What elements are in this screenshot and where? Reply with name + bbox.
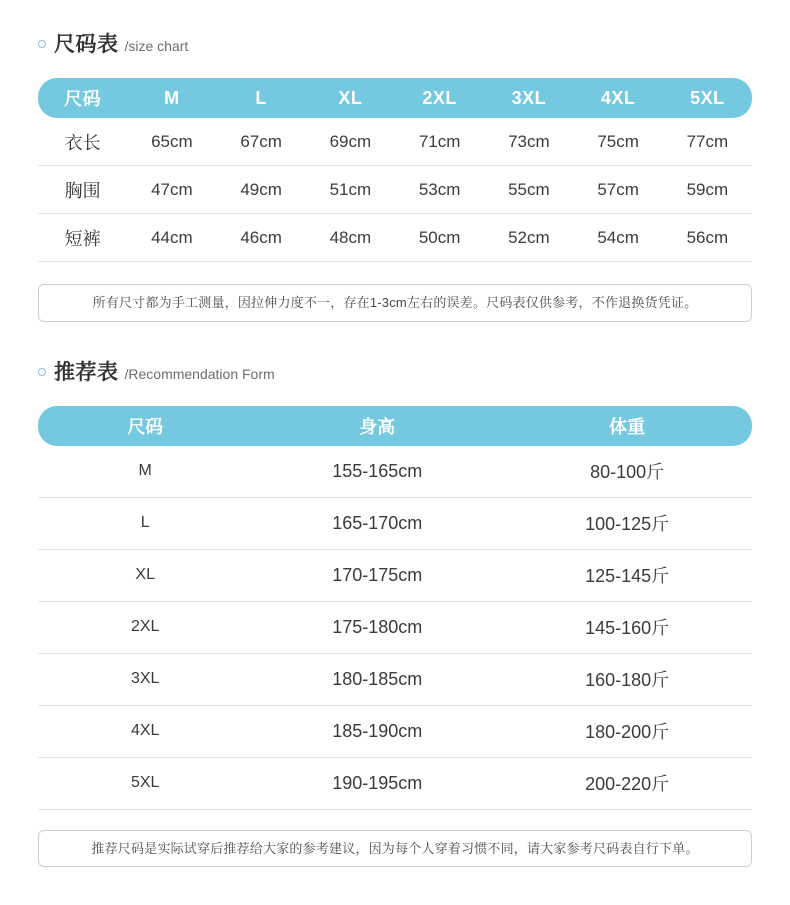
- cell-weight: 100-125斤: [502, 497, 752, 549]
- table-row: [38, 497, 752, 549]
- table-header-row: [38, 78, 752, 118]
- cell: 53cm: [395, 166, 484, 214]
- size-chart-col-6: 4XL: [574, 78, 663, 118]
- recommendation-col-2: 体重: [502, 406, 752, 446]
- cell-weight: 125-145斤: [502, 549, 752, 601]
- cell: 44cm: [127, 214, 216, 262]
- recommendation-col-1: 身高: [252, 406, 502, 446]
- recommendation-heading: [38, 356, 752, 386]
- size-chart-note: 所有尺寸都为手工测量，因拉伸力度不一，存在1-3cm左右的误差。尺码表仅供参考，不作退换货凭证。: [38, 284, 752, 322]
- table-row: [38, 446, 752, 498]
- cell: 57cm: [574, 166, 663, 214]
- size-chart-col-3: XL: [306, 78, 395, 118]
- cell-weight: 200-220斤: [502, 757, 752, 809]
- size-chart-col-0: 尺码: [38, 78, 127, 118]
- cell-size: 5XL: [38, 757, 252, 809]
- cell-weight: 180-200斤: [502, 705, 752, 757]
- cell-size: 4XL: [38, 705, 252, 757]
- cell-size: XL: [38, 549, 252, 601]
- circle-bullet-icon: [38, 368, 46, 376]
- cell: 50cm: [395, 214, 484, 262]
- size-chart-col-4: 2XL: [395, 78, 484, 118]
- cell-height: 190-195cm: [252, 757, 502, 809]
- table-row: [38, 214, 752, 262]
- cell-height: 155-165cm: [252, 446, 502, 498]
- size-chart-heading: [38, 28, 752, 58]
- cell-size: M: [38, 446, 252, 498]
- table-header-row: [38, 406, 752, 446]
- cell: 73cm: [484, 118, 573, 166]
- row-label: 胸围: [38, 166, 127, 214]
- cell: 51cm: [306, 166, 395, 214]
- size-chart-table: [38, 78, 752, 262]
- cell: 52cm: [484, 214, 573, 262]
- size-chart-col-1: M: [127, 78, 216, 118]
- size-chart-col-5: 3XL: [484, 78, 573, 118]
- cell: 46cm: [217, 214, 306, 262]
- cell-height: 170-175cm: [252, 549, 502, 601]
- cell: 56cm: [663, 214, 752, 262]
- cell-weight: 80-100斤: [502, 446, 752, 498]
- cell-size: L: [38, 497, 252, 549]
- cell: 77cm: [663, 118, 752, 166]
- row-label: 短裤: [38, 214, 127, 262]
- cell: 47cm: [127, 166, 216, 214]
- cell-size: 3XL: [38, 653, 252, 705]
- cell-height: 175-180cm: [252, 601, 502, 653]
- cell-height: 165-170cm: [252, 497, 502, 549]
- table-row: [38, 653, 752, 705]
- cell-height: 180-185cm: [252, 653, 502, 705]
- table-row: [38, 601, 752, 653]
- cell: 75cm: [574, 118, 663, 166]
- cell-height: 185-190cm: [252, 705, 502, 757]
- cell: 67cm: [217, 118, 306, 166]
- size-chart-title-en: /size chart: [124, 38, 189, 54]
- recommendation-col-0: 尺码: [38, 406, 252, 446]
- cell: 71cm: [395, 118, 484, 166]
- table-row: [38, 549, 752, 601]
- table-row: [38, 118, 752, 166]
- cell: 65cm: [127, 118, 216, 166]
- row-label: 衣长: [38, 118, 127, 166]
- cell: 55cm: [484, 166, 573, 214]
- recommendation-title-en: /Recommendation Form: [124, 365, 275, 382]
- table-row: [38, 757, 752, 809]
- recommendation-table: [38, 406, 752, 810]
- table-row: [38, 705, 752, 757]
- cell: 69cm: [306, 118, 395, 166]
- cell: 59cm: [663, 166, 752, 214]
- cell-weight: 145-160斤: [502, 601, 752, 653]
- recommendation-title-cn: 推荐表: [54, 360, 119, 384]
- cell: 54cm: [574, 214, 663, 262]
- size-chart-col-2: L: [217, 78, 306, 118]
- cell: 48cm: [306, 214, 395, 262]
- size-chart-title-cn: 尺码表: [54, 33, 119, 56]
- size-chart-col-7: 5XL: [663, 78, 752, 118]
- cell-size: 2XL: [38, 601, 252, 653]
- recommendation-note: 推荐尺码是实际试穿后推荐给大家的参考建议，因为每个人穿着习惯不同，请大家参考尺码表自行下单。: [38, 830, 752, 868]
- table-row: [38, 166, 752, 214]
- cell: 49cm: [217, 166, 306, 214]
- circle-bullet-icon: [38, 40, 46, 48]
- cell-weight: 160-180斤: [502, 653, 752, 705]
